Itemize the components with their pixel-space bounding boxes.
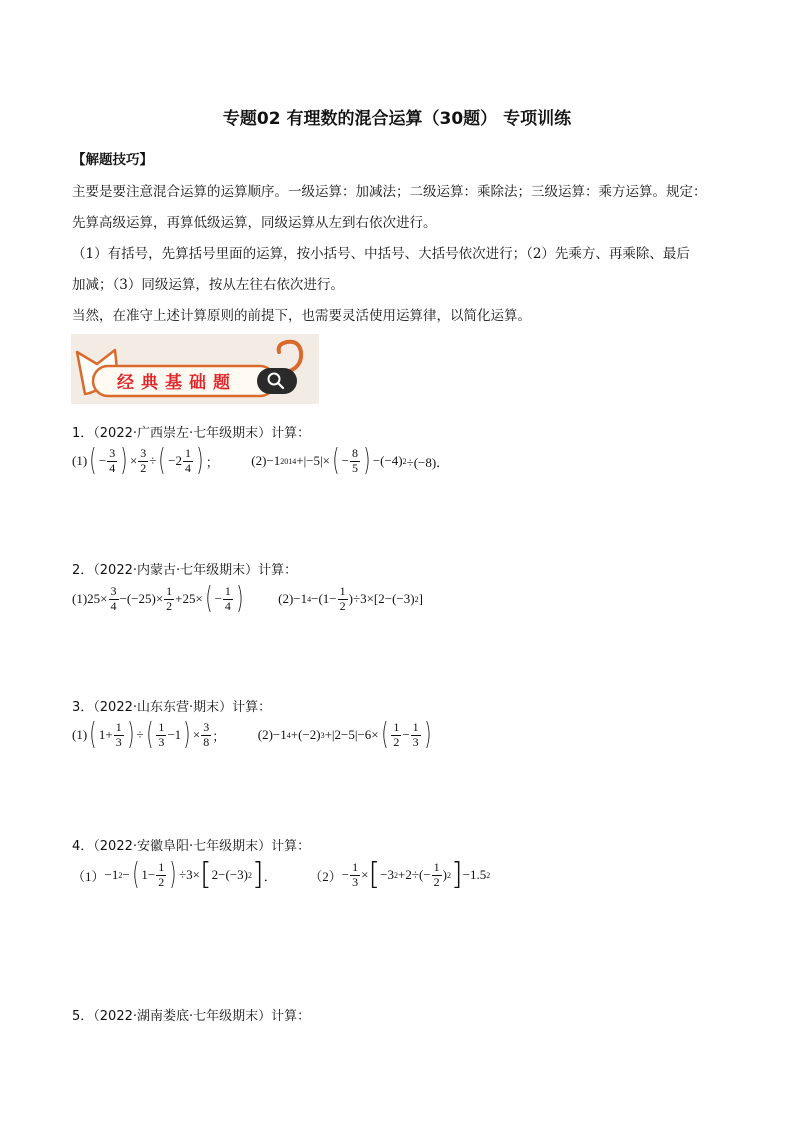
- problem-2-expressions: [72, 581, 423, 616]
- problem-3-part-2: (2) −1 4 +(−2) 3 +|2−5|−6× ( $\frac{1}{2}$ − $\frac{1}{3}$ ): [257, 717, 432, 752]
- banner-graphic: [71, 334, 319, 404]
- problem-3-part-1: (1) ( 1+ $\frac{1}{3}$ ) ÷ ( $\frac{1}{3}$ −1 ) × $\frac{3}{8}$ ；: [72, 717, 226, 752]
- section-banner: [71, 334, 319, 408]
- problem-1-heading: 1．（2022·广西崇左·七年级期末）计算：: [72, 426, 311, 441]
- problem-1-expressions: [72, 443, 450, 478]
- problem-2-part-2: (2) −1 4 −(1− $\frac{1}{2}$ )÷3×[2−(−3) 2 ]: [278, 584, 423, 613]
- tips-heading: 【解题技巧】: [72, 152, 153, 168]
- problem-5-heading: 5．（2022·湖南娄底·七年级期末）计算：: [72, 1009, 311, 1024]
- tips-line-1: 主要是要注意混合运算的运算顺序。一级运算：加减法；二级运算：乘除法；三级运算：乘方运算。规定：: [72, 184, 707, 200]
- page-title: 专题02 有理数的混合运算（30题） 专项训练: [222, 109, 572, 129]
- tips-line-4: 加减；（3）同级运算，按从左往右依次进行。: [72, 277, 344, 293]
- problem-4-expressions: [72, 857, 491, 892]
- problem-1-part-1: (1) ( − $\frac{3}{4}$ ) × $\frac{3}{2}$ ÷ ( −2 $\frac{1}{4}$ ) ；: [72, 443, 219, 478]
- problem-3-heading: 3．（2022·山东东营·期末）计算：: [72, 700, 272, 715]
- problem-1-part-2: (2) −1 2014 +|−5|× ( − $\frac{8}{5}$ ) −(−4) 2 ÷(−8)．: [251, 443, 450, 478]
- search-icon: [257, 368, 297, 394]
- tips-line-2: 先算高级运算，再算低级运算，同级运算从左到右依次进行。: [72, 215, 437, 231]
- problem-2-heading: 2．（2022·内蒙古·七年级期末）计算：: [72, 563, 298, 578]
- problem-2-part-1: (1) 25× $\frac{3}{4}$ −(−25)× $\frac{1}{2}$ +25× ( − $\frac{1}{4}$ ): [72, 581, 244, 616]
- problem-4-part-2: （2） − $\frac{1}{3}$ × [ −3 2 +2÷(− $\frac{1}{2}$ ) 2 ] −1.5 2: [309, 857, 491, 892]
- problem-4-part-1: （1） −1 2 − ( 1− $\frac{1}{2}$ ) ÷3× [ 2−(−3) 2 ] ．: [72, 857, 277, 892]
- problem-4-heading: 4．（2022·安徽阜阳·七年级期末）计算：: [72, 839, 311, 854]
- banner-label: 经典基础题: [117, 373, 237, 393]
- tips-line-3: （1）有括号，先算括号里面的运算，按小括号、中括号、大括号依次进行；（2）先乘方、再乘除、最后: [72, 246, 690, 262]
- tips-line-5: 当然，在准守上述计算原则的前提下，也需要灵活使用运算律，以简化运算。: [72, 308, 531, 324]
- problem-3-expressions: [72, 717, 433, 752]
